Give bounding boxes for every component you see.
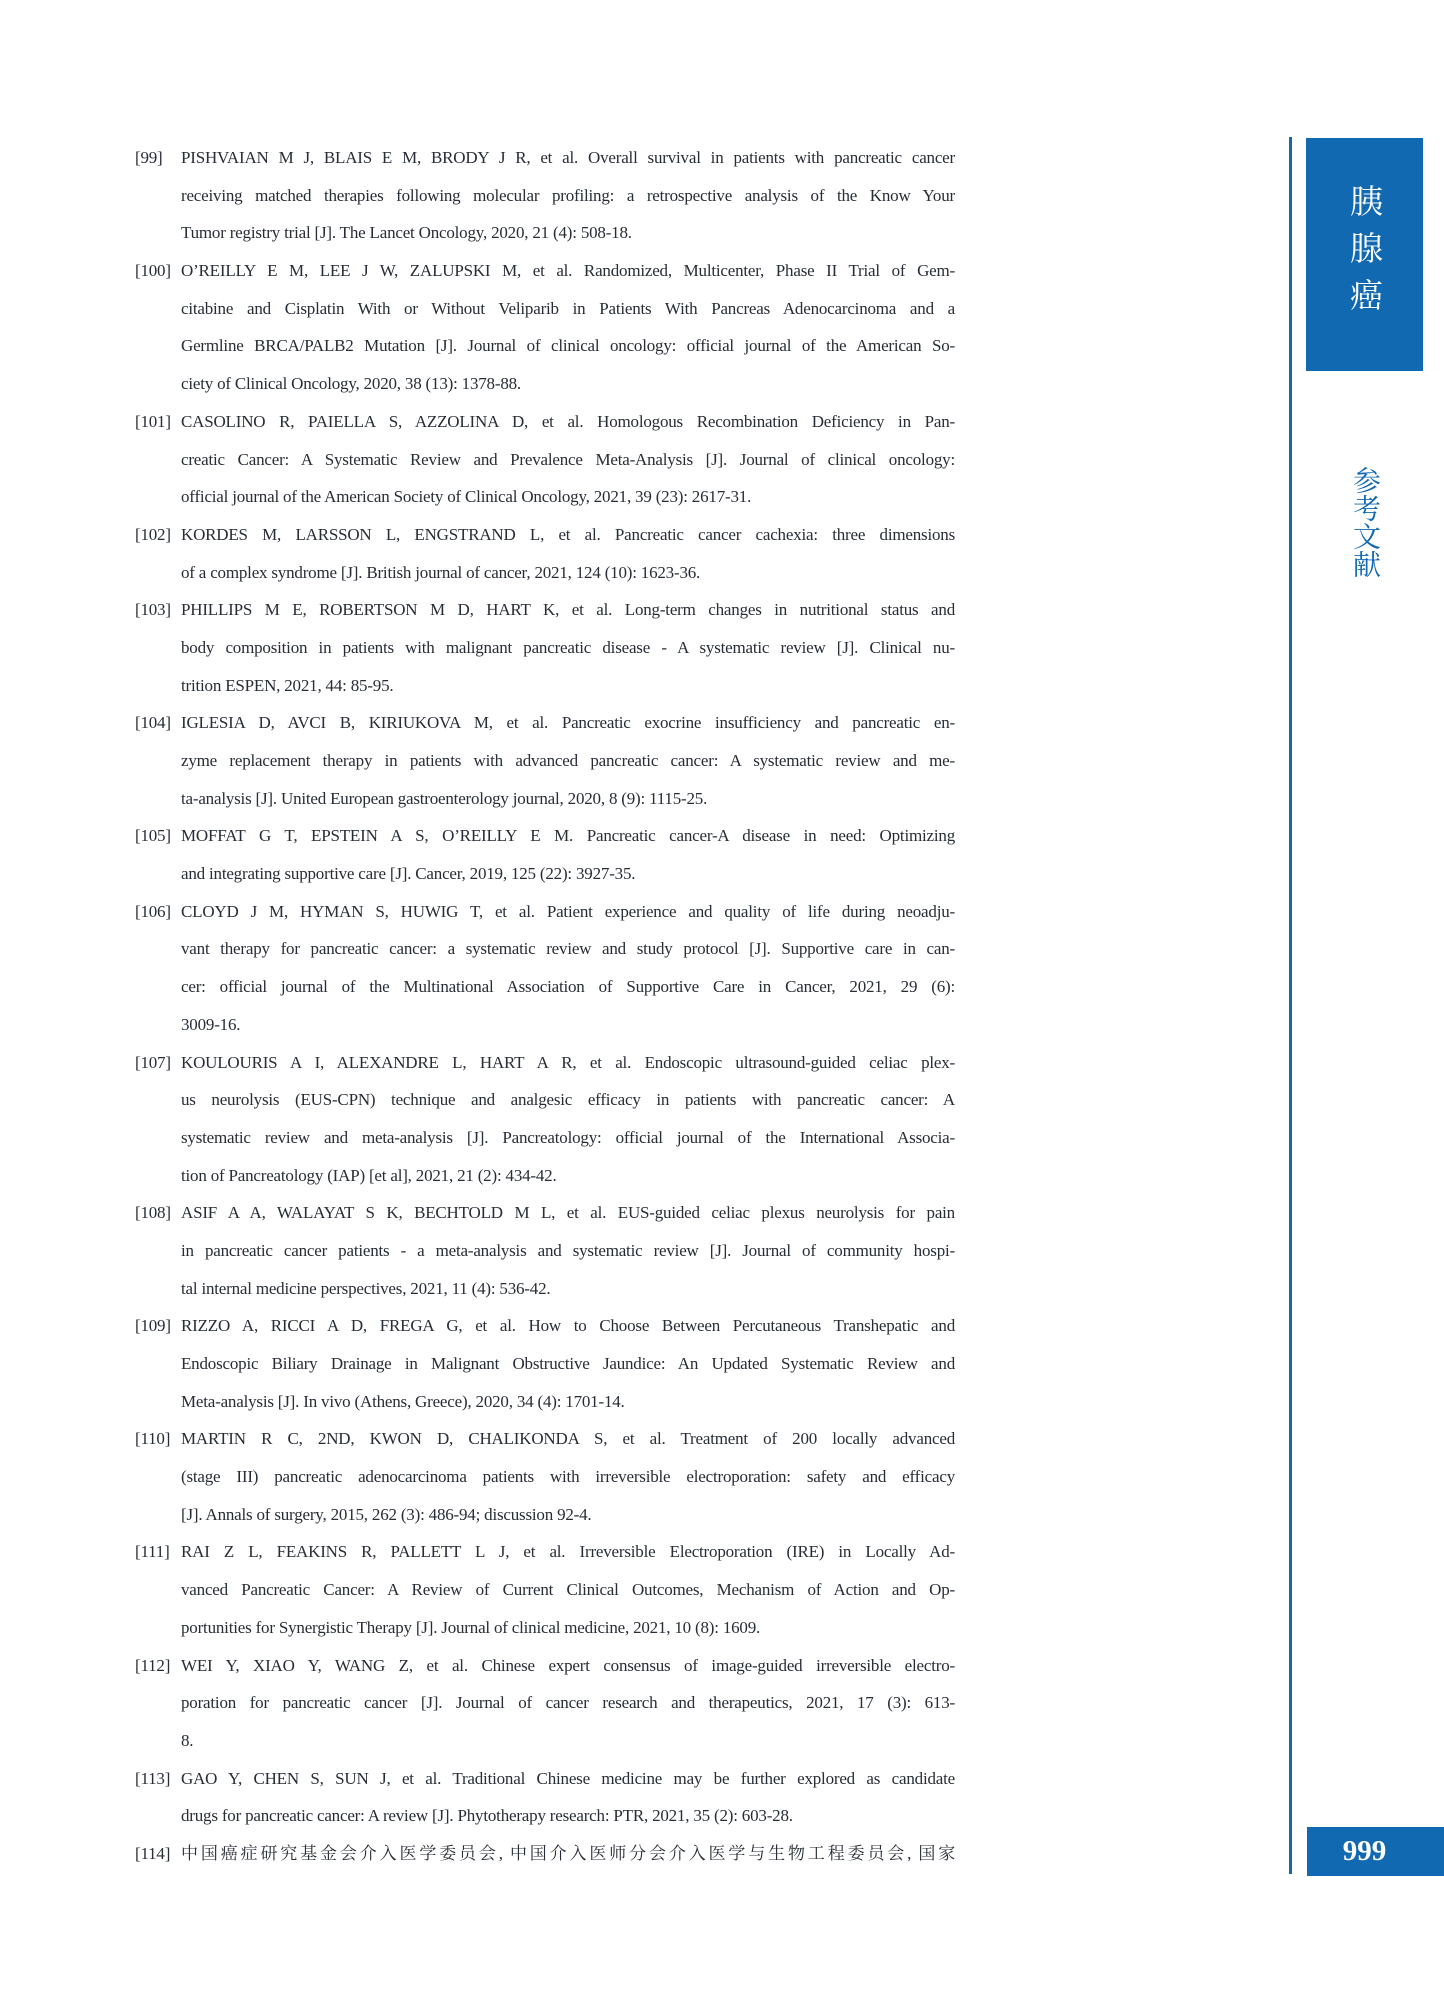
reference-line: ta-analysis [J]. United European gastroenterology journal, 2020, 8 (9): 1115-25. [181, 788, 708, 808]
reference-number: [108] [135, 1203, 171, 1223]
reference-number: [106] [135, 901, 171, 921]
reference-item [135, 704, 955, 817]
reference-line: citabine and Cisplatin With or Without Veliparib in Patients With Pancreas Adenocarcinoma and a [181, 298, 955, 318]
reference-list [135, 139, 955, 1873]
reference-line: creatic Cancer: A Systematic Review and Prevalence Meta-Analysis [J]. Journal of clinical oncology: [181, 449, 955, 469]
chapter-tab [1306, 138, 1423, 371]
reference-number: [105] [135, 826, 171, 846]
reference-number: [102] [135, 524, 171, 544]
reference-line: tal internal medicine perspectives, 2021, 11 (4): 536-42. [181, 1278, 551, 1298]
reference-line: vanced Pancreatic Cancer: A Review of Current Clinical Outcomes, Mechanism of Action and Op- [181, 1580, 955, 1600]
reference-item [135, 591, 955, 704]
reference-line: systematic review and meta-analysis [J]. Pancreatology: official journal of the International Associa- [181, 1127, 955, 1147]
reference-item [135, 1647, 955, 1760]
sidebar-rule [1289, 137, 1292, 1874]
reference-number: [104] [135, 713, 171, 733]
reference-item [135, 1307, 955, 1420]
reference-number: [112] [135, 1655, 171, 1675]
reference-line: us neurolysis (EUS-CPN) technique and analgesic efficacy in patients with pancreatic cancer: A [181, 1090, 955, 1110]
reference-line: Endoscopic Biliary Drainage in Malignant Obstructive Jaundice: An Updated Systematic Review and [181, 1354, 955, 1373]
reference-number: [99] [135, 148, 163, 167]
reference-line: PISHVAIAN M J, BLAIS E M, BRODY J R, et al. Overall survival in patients with pancreatic cancer [181, 148, 955, 167]
reference-line: official journal of the American Society of Clinical Oncology, 2021, 39 (23): 2617-31. [181, 487, 752, 507]
reference-line: drugs for pancreatic cancer: A review [J]. Phytotherapy research: PTR, 2021, 35 (2): 603-28. [181, 1806, 793, 1826]
reference-line: Tumor registry trial [J]. The Lancet Oncology, 2020, 21 (4): 508-18. [181, 223, 632, 243]
reference-line: RAI Z L, FEAKINS R, PALLETT L J, et al. Irreversible Electroporation (IRE) in Locally Ad- [181, 1542, 955, 1562]
reference-item [135, 252, 955, 403]
reference-number: [101] [135, 411, 171, 431]
reference-line: MARTIN R C, 2ND, KWON D, CHALIKONDA S, et al. Treatment of 200 locally advanced [181, 1429, 955, 1449]
section-label-vertical: 参考文献 [1349, 466, 1380, 578]
reference-line: of a complex syndrome [J]. British journal of cancer, 2021, 124 (10): 1623-36. [181, 562, 701, 582]
reference-line: vant therapy for pancreatic cancer: a systematic review and study protocol [J]. Supportive care in can- [181, 939, 955, 959]
reference-line: trition ESPEN, 2021, 44: 85-95. [181, 675, 394, 695]
reference-line: 中国癌症研究基金会介入医学委员会, 中国介入医师分会介入医学与生物工程委员会, 国家 [181, 1843, 955, 1863]
reference-line: body composition in patients with malignant pancreatic disease - A systematic review [J]. Clinical nu- [181, 637, 955, 657]
reference-line: Meta-analysis [J]. In vivo (Athens, Greece), 2020, 34 (4): 1701-14. [181, 1391, 625, 1411]
reference-item [135, 1835, 955, 1873]
page-number-badge [1307, 1827, 1444, 1876]
reference-number: [110] [135, 1429, 171, 1449]
reference-number: [113] [135, 1768, 171, 1788]
reference-item [135, 1420, 955, 1533]
reference-item [135, 1044, 955, 1195]
reference-number: [103] [135, 600, 171, 620]
reference-line: KOULOURIS A I, ALEXANDRE L, HART A R, et al. Endoscopic ultrasound-guided celiac plex- [181, 1052, 955, 1072]
reference-line: GAO Y, CHEN S, SUN J, et al. Traditional Chinese medicine may be further explored as candidate [181, 1768, 955, 1788]
reference-line: PHILLIPS M E, ROBERTSON M D, HART K, et al. Long-term changes in nutritional status and [181, 600, 955, 620]
reference-line: portunities for Synergistic Therapy [J]. Journal of clinical medicine, 2021, 10 (8): 1609. [181, 1617, 761, 1637]
reference-line: CLOYD J M, HYMAN S, HUWIG T, et al. Patient experience and quality of life during neoadju- [181, 901, 955, 921]
reference-line: IGLESIA D, AVCI B, KIRIUKOVA M, et al. Pancreatic exocrine insufficiency and pancreatic en- [181, 713, 955, 733]
reference-line: Germline BRCA/PALB2 Mutation [J]. Journal of clinical oncology: official journal of the American So- [181, 336, 955, 356]
reference-item [135, 403, 955, 516]
reference-item [135, 1760, 955, 1835]
reference-item [135, 516, 955, 591]
reference-line: ASIF A A, WALAYAT S K, BECHTOLD M L, et al. EUS-guided celiac plexus neurolysis for pain [181, 1203, 955, 1223]
reference-line: MOFFAT G T, EPSTEIN A S, O’REILLY E M. Pancreatic cancer-A disease in need: Optimizing [181, 826, 955, 846]
reference-line: receiving matched therapies following molecular profiling: a retrospective analysis of the Know Your [181, 185, 955, 205]
reference-item [135, 1194, 955, 1307]
reference-item [135, 1533, 955, 1646]
reference-number: [111] [135, 1542, 170, 1562]
reference-line: and integrating supportive care [J]. Cancer, 2019, 125 (22): 3927-35. [181, 864, 636, 884]
reference-line: zyme replacement therapy in patients with advanced pancreatic cancer: A systematic review and me- [181, 751, 955, 770]
reference-line: poration for pancreatic cancer [J]. Journal of cancer research and therapeutics, 2021, 17 (3): 613- [181, 1693, 955, 1713]
reference-number: [114] [135, 1843, 171, 1863]
reference-number: [107] [135, 1052, 171, 1072]
reference-line: CASOLINO R, PAIELLA S, AZZOLINA D, et al. Homologous Recombination Deficiency in Pan- [181, 411, 955, 431]
reference-line: RIZZO A, RICCI A D, FREGA G, et al. How to Choose Between Percutaneous Transhepatic and [181, 1316, 955, 1336]
page-number: 999 [1342, 1835, 1387, 1867]
reference-line: in pancreatic cancer patients - a meta-analysis and systematic review [J]. Journal of community hospi- [181, 1240, 955, 1260]
reference-item [135, 893, 955, 1044]
reference-line: O’REILLY E M, LEE J W, ZALUPSKI M, et al. Randomized, Multicenter, Phase II Trial of Gem- [181, 261, 955, 281]
reference-line: tion of Pancreatology (IAP) [et al], 2021, 21 (2): 434-42. [181, 1165, 557, 1185]
reference-line: cer: official journal of the Multinational Association of Supportive Care in Cancer, 2021, 29 (6): [181, 977, 955, 997]
chapter-tab-label: 胰腺癌 [1346, 184, 1383, 325]
reference-line: (stage III) pancreatic adenocarcinoma patients with irreversible electroporation: safety and efficacy [181, 1467, 955, 1487]
reference-line: KORDES M, LARSSON L, ENGSTRAND L, et al. Pancreatic cancer cachexia: three dimensions [181, 524, 955, 544]
reference-line: ciety of Clinical Oncology, 2020, 38 (13): 1378-88. [181, 374, 521, 394]
reference-line: 3009-16. [181, 1014, 241, 1034]
reference-line: WEI Y, XIAO Y, WANG Z, et al. Chinese expert consensus of image-guided irreversible electro- [181, 1655, 955, 1675]
reference-number: [100] [135, 261, 171, 281]
reference-line: 8. [181, 1730, 194, 1750]
reference-item [135, 139, 955, 252]
reference-number: [109] [135, 1316, 171, 1336]
reference-item [135, 817, 955, 892]
reference-line: [J]. Annals of surgery, 2015, 262 (3): 486-94; discussion 92-4. [181, 1504, 592, 1524]
